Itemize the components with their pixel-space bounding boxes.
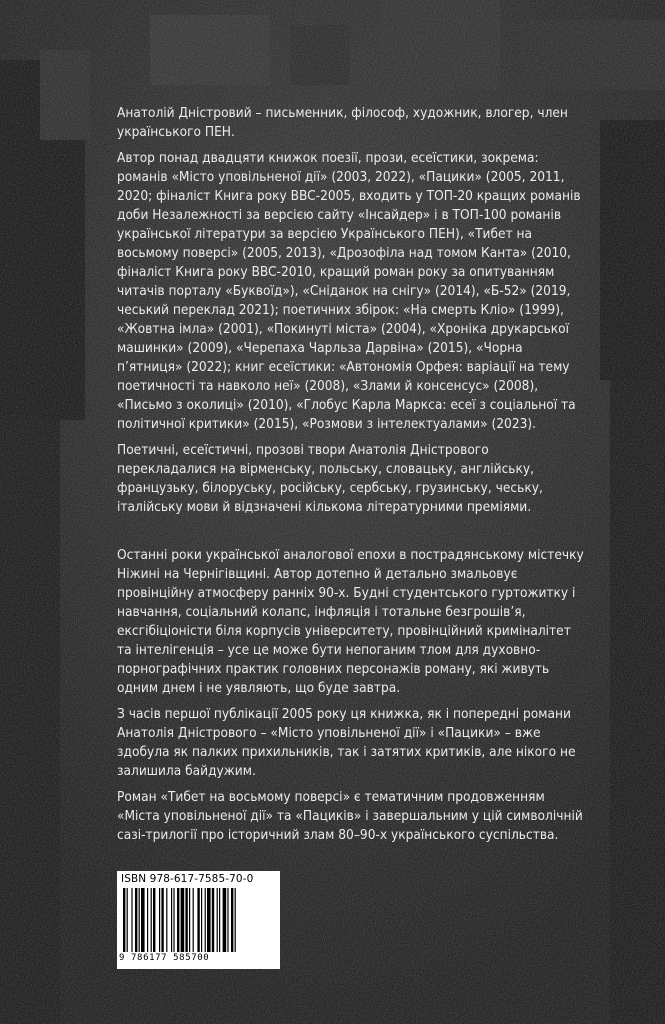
- back-cover-text: [117, 104, 587, 852]
- isbn-barcode-box: [117, 871, 280, 969]
- paragraph-gap: [117, 524, 587, 546]
- works-paragraph: Автор понад двадцяти книжок поезії, прози, есеїстики, зокрема: романів «Місто уповільненої дії» (2003, 2022), «Пацики» (2005, 2011, 2020; фіналіст Книга року BBC-2005, входить у ТОП-20 кращих романів доби Незалежності за версією сайту «Інсайдер» і в ТОП-100 романів української літератури за версією Українського ПЕН), «Тибет на восьмому поверсі» (2005, 2013), «Дрозофіла над томом Канта» (2010, фіналіст Книга року BBC-2010, кращий роман року за опитуванням читачів порталу «Буквоїд»), «Сніданок на снігу» (2014), «Б-52» (2019, чеський переклад 2021); поетичних збірок: «На смерть Кліо» (1999), «Жовтна імла» (2001), «Покинуті міста» (2004), «Хроніка друкарської машинки» (2009), «Черепаха Чарльза Дарвіна» (2015), «Чорна п’ятниця» (2022); книг есеїстики: «Автономія Орфея: варіації на тему поетичності та навколо неї» (2008), «Злами й консенсус» (2008), «Письмо з околиці» (2010), «Глобус Карла Маркса: есеї з соціальної та політичної критики» (2015), «Розмови з інтелектуалами» (2023).: [117, 150, 581, 432]
- translations-paragraph: Поетичні, есеїстичні, прозові твори Анатолія Дністрового перекладалися на вірменську, польську, словацьку, англійську, французьку, білоруську, російську, сербську, грузинську, чеську, італійську мови й відзначені кількома літературними преміями.: [117, 442, 543, 515]
- reception-paragraph: З часів першої публікації 2005 року ця книжка, як і попередні романи Анатолія Дністрового – «Місто уповільненої дії» і «Пацики» – вже здобула як палких прихильників, так і затятих критиків, але нікого не залишила байдужим.: [117, 706, 576, 779]
- author-bio: Анатолій Дністровий – письменник, філософ, художник, влогер, член українського ПЕН.: [117, 105, 568, 140]
- ean-digits: 9 786177 585700: [119, 953, 210, 963]
- isbn-label: ISBN 978-617-7585-70-0: [121, 873, 254, 885]
- barcode-image: [123, 888, 274, 952]
- synopsis-paragraph: Останні роки української аналогової епохи в пострадянському містечку Ніжині на Чернігівщині. Автор дотепно й детально змальовує провінційну атмосферу ранніх 90-х. Будні студентського гуртожитку і навчання, соціальний колапс, інфляція і тотальне безгрошів’я, ексгібіціоністи біля корпусів університету, провінційний криміналітет та інтелігенція – усе це може бути непоганим тлом для духовно-порнографічних практик головних персонажів роману, які живуть одним днем і не уявляють, що буде завтра.: [117, 547, 584, 696]
- trilogy-paragraph: Роман «Тибет на восьмому поверсі» є тематичним продовженням «Міста уповільненої дії» та «Пациків» і завершальним у цій символічній сазі-трилогії про історичний злам 80–90-х українського суспільства.: [117, 789, 583, 843]
